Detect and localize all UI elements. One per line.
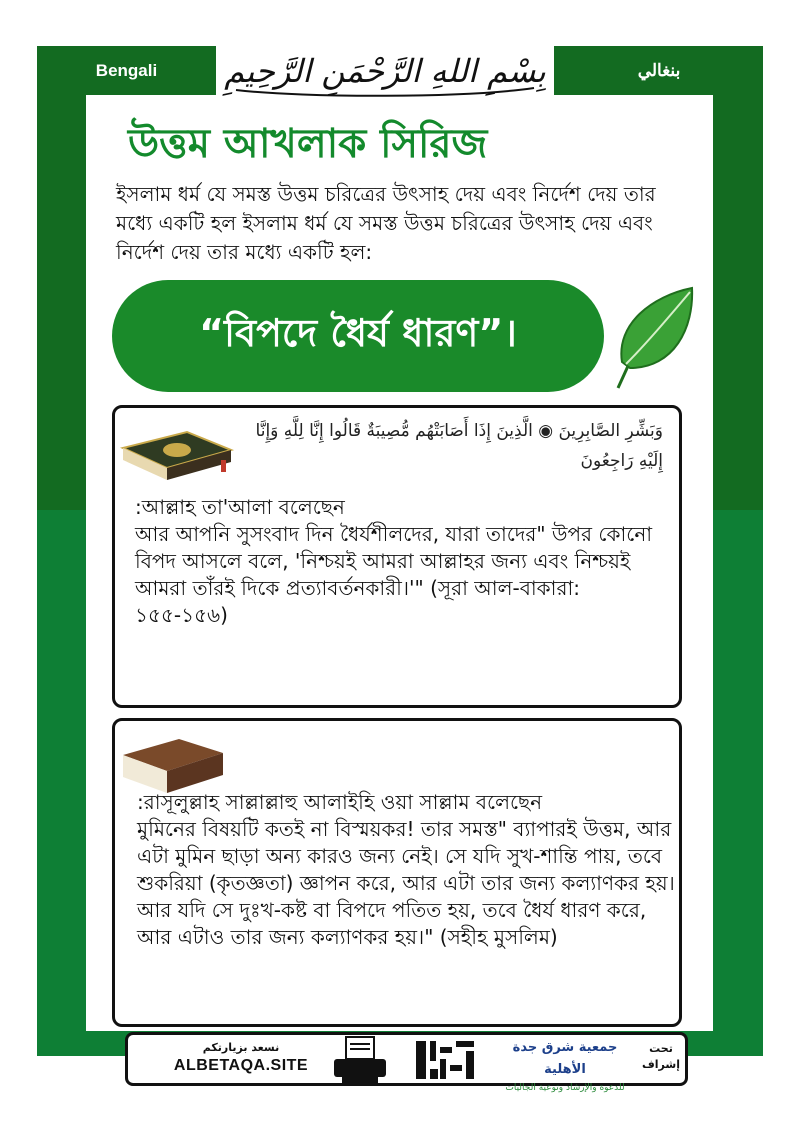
- organization-subtitle: للدعوة والإرشاد وتوعية الجاليات: [505, 1083, 625, 1093]
- bismillah-calligraphy: [216, 38, 554, 102]
- language-label-english: Bengali: [95, 61, 158, 80]
- qr-code-icon: [412, 1037, 478, 1083]
- language-label-arabic: بنغالي: [637, 61, 681, 80]
- printer-icon[interactable]: [330, 1035, 390, 1085]
- supervision-label: تحت إشراف: [642, 1042, 680, 1071]
- visit-text: نسعد بزيارتكم: [202, 1041, 280, 1054]
- site-link[interactable]: ALBETAQA.SITE: [173, 1057, 309, 1074]
- highlight-text: “বিপদে ধৈর্য ধারণ”।: [199, 311, 517, 355]
- quran-translation-text: :আল্লাহ তা'আলা বলেছেন আর আপনি সুসংবাদ দিন ধৈর্যশীলদের, যারা তাদের" উপর কোনো বিপদ আসলে বলে, 'নিশ্চয়ই আমরা আল্লাহর জন্য এবং নিশ্চয়ই আমরা তাঁরই দিকে প্রত্যাবর্তনকারী।'" (সূরা আল-বাকারা: ১৫৫-১৫৬): [135, 495, 653, 627]
- highlight-banner: [112, 280, 604, 392]
- page-title: উত্তম আখলাক সিরিজ: [128, 121, 488, 167]
- hadith-box: [112, 718, 682, 1027]
- bismillah-text: بِسْمِ اللهِ الرَّحْمَنِ الرَّحِيمِ: [224, 52, 546, 90]
- hadith-text: :রাসূলুল্লাহ সাল্লাল্লাহু আলাইহি ওয়া সাল্লাম বলেছেন মুমিনের বিষয়টি কতই না বিস্ময়কর! তার সমস্ত" ব্যাপারই উত্তম, আর এটা মুমিন ছাড়া অন্য কারও জন্য নেই। সে যদি সুখ-শান্তি পায়, তবে শুকরিয়া (কৃতজ্ঞতা) জ্ঞাপন করে, আর এটা তার জন্য কল্যাণকর হয়। আর যদি সে দুঃখ-কষ্ট বা বিপদে পতিত হয়, তবে ধৈর্য ধারণ করে, আর এটাও তার জন্য কল্যাণকর হয়।" (সহীহ মুসলিম): [137, 790, 675, 949]
- quran-verse-box: [112, 405, 682, 708]
- quran-book-icon: [117, 422, 235, 484]
- footer-bar: [125, 1032, 688, 1093]
- leaf-icon: [612, 284, 698, 392]
- organization-name: جمعية شرق جدة الأهلية: [512, 1040, 618, 1077]
- quran-arabic-text: وَبَشِّرِ الصَّابِرِينَ ◉ الَّذِينَ إِذَا أَصَابَتْهُم مُّصِيبَةٌ قَالُوا إِنَّا لِلَّهِ وَإِنَّا إِلَيْهِ رَاجِعُونَ: [255, 421, 663, 471]
- intro-text: ইসলাম ধর্ম যে সমস্ত উত্তম চরিত্রের উৎসাহ দেয় এবং নির্দেশ দেয় তার মধ্যে একটি হল ইসলাম ধর্ম যে সমস্ত উত্তম চরিত্রের উৎসাহ দেয় এবং নির্দেশ দেয় তার মধ্যে একটি হল:: [116, 182, 656, 264]
- organization-logo: [494, 1037, 636, 1093]
